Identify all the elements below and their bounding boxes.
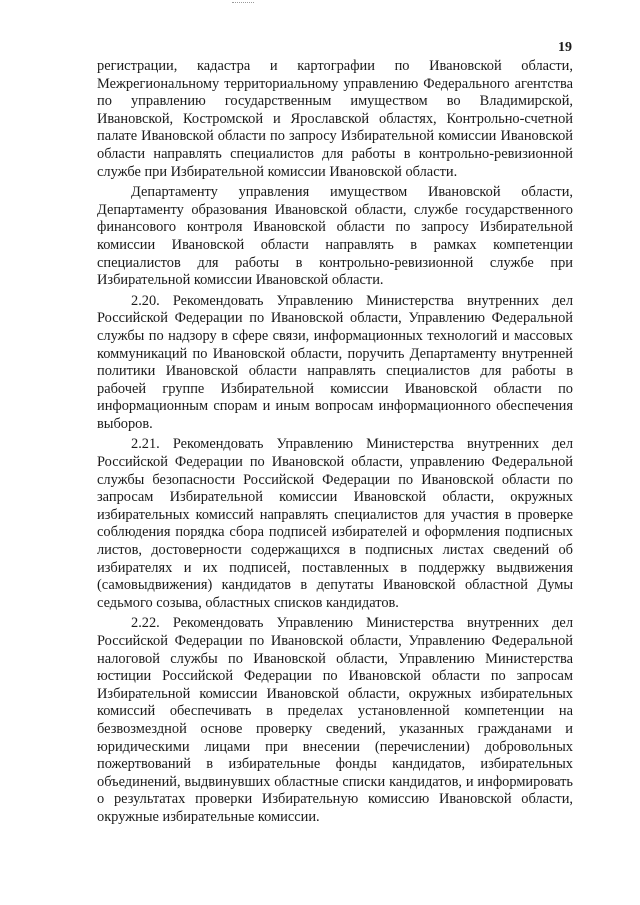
- paragraph-2-20: 2.20. Рекомендовать Управлению Министерства внутренних дел Российской Федерации по Ивановской области, Управлению Федеральной службы по надзору в сфере связи, информационных технологий и массовых коммуникаций по Ивановской области, поручить Департаменту внутренней политики Ивановской области направлять специалистов для работы в рабочей группе Избирательной комиссии Ивановской области по информационным спорам и иным вопросам информационного обеспечения выборов.: [97, 292, 573, 432]
- scan-artifact: [232, 2, 254, 6]
- paragraph-continuation: регистрации, кадастра и картографии по Ивановской области, Межрегиональному территориальному управлению Федерального агентства по управлению государственным имуществом во Владимирской, Ивановской, Костромской и Ярославской областях, Контрольно-счетной палате Ивановской области по запросу Избирательной комиссии Ивановской области направлять специалистов для работы в контрольно-ревизионной службе при Избирательной комиссии Ивановской области.: [97, 58, 573, 180]
- paragraph-2-22: 2.22. Рекомендовать Управлению Министерства внутренних дел Российской Федерации по Ивановской области, Управлению Федеральной налоговой службы по Ивановской области, Управлению Министерства юстиции Российской Федерации по Ивановской области по запросам Избирательной комиссии Ивановской области, окружных избирательных комиссий обеспечивать в пределах установленной компетенции на безвозмездной основе проверку сведений, указанных гражданами и юридическими лицами при внесении (перечислении) добровольных пожертвований в избирательные фонды кандидатов, избирательных объединений, выдвинувших областные списки кандидатов, и информировать о результатах проверки Избирательную комиссию Ивановской области, окружные избирательные комиссии.: [97, 615, 573, 825]
- paragraph-departments: Департаменту управления имуществом Ивановской области, Департаменту образования Ивановской области, службе государственного финансового контроля Ивановской области по запросу Избирательной комиссии Ивановской области направлять в рамках компетенции специалистов для работы в контрольно-ревизионной службе при Избирательной комиссии Ивановской области.: [97, 184, 573, 289]
- paragraph-2-21: 2.21. Рекомендовать Управлению Министерства внутренних дел Российской Федерации по Ивановской области, управлению Федеральной службы безопасности Российской Федерации по Ивановской области по запросам Избирательной комиссии Ивановской области, окружных избирательных комиссий направлять специалистов для участия в проверке соблюдения порядка сбора подписей избирателей и оформления подписных листов, достоверности содержащихся в подписных листах сведений об избирателях и их подписей, поставленных в поддержку выдвижения (самовыдвижения) кандидатов в депутаты Ивановской областной Думы седьмого созыва, областных списков кандидатов.: [97, 436, 573, 611]
- page-number: 19: [558, 40, 572, 55]
- document-body: [97, 58, 573, 827]
